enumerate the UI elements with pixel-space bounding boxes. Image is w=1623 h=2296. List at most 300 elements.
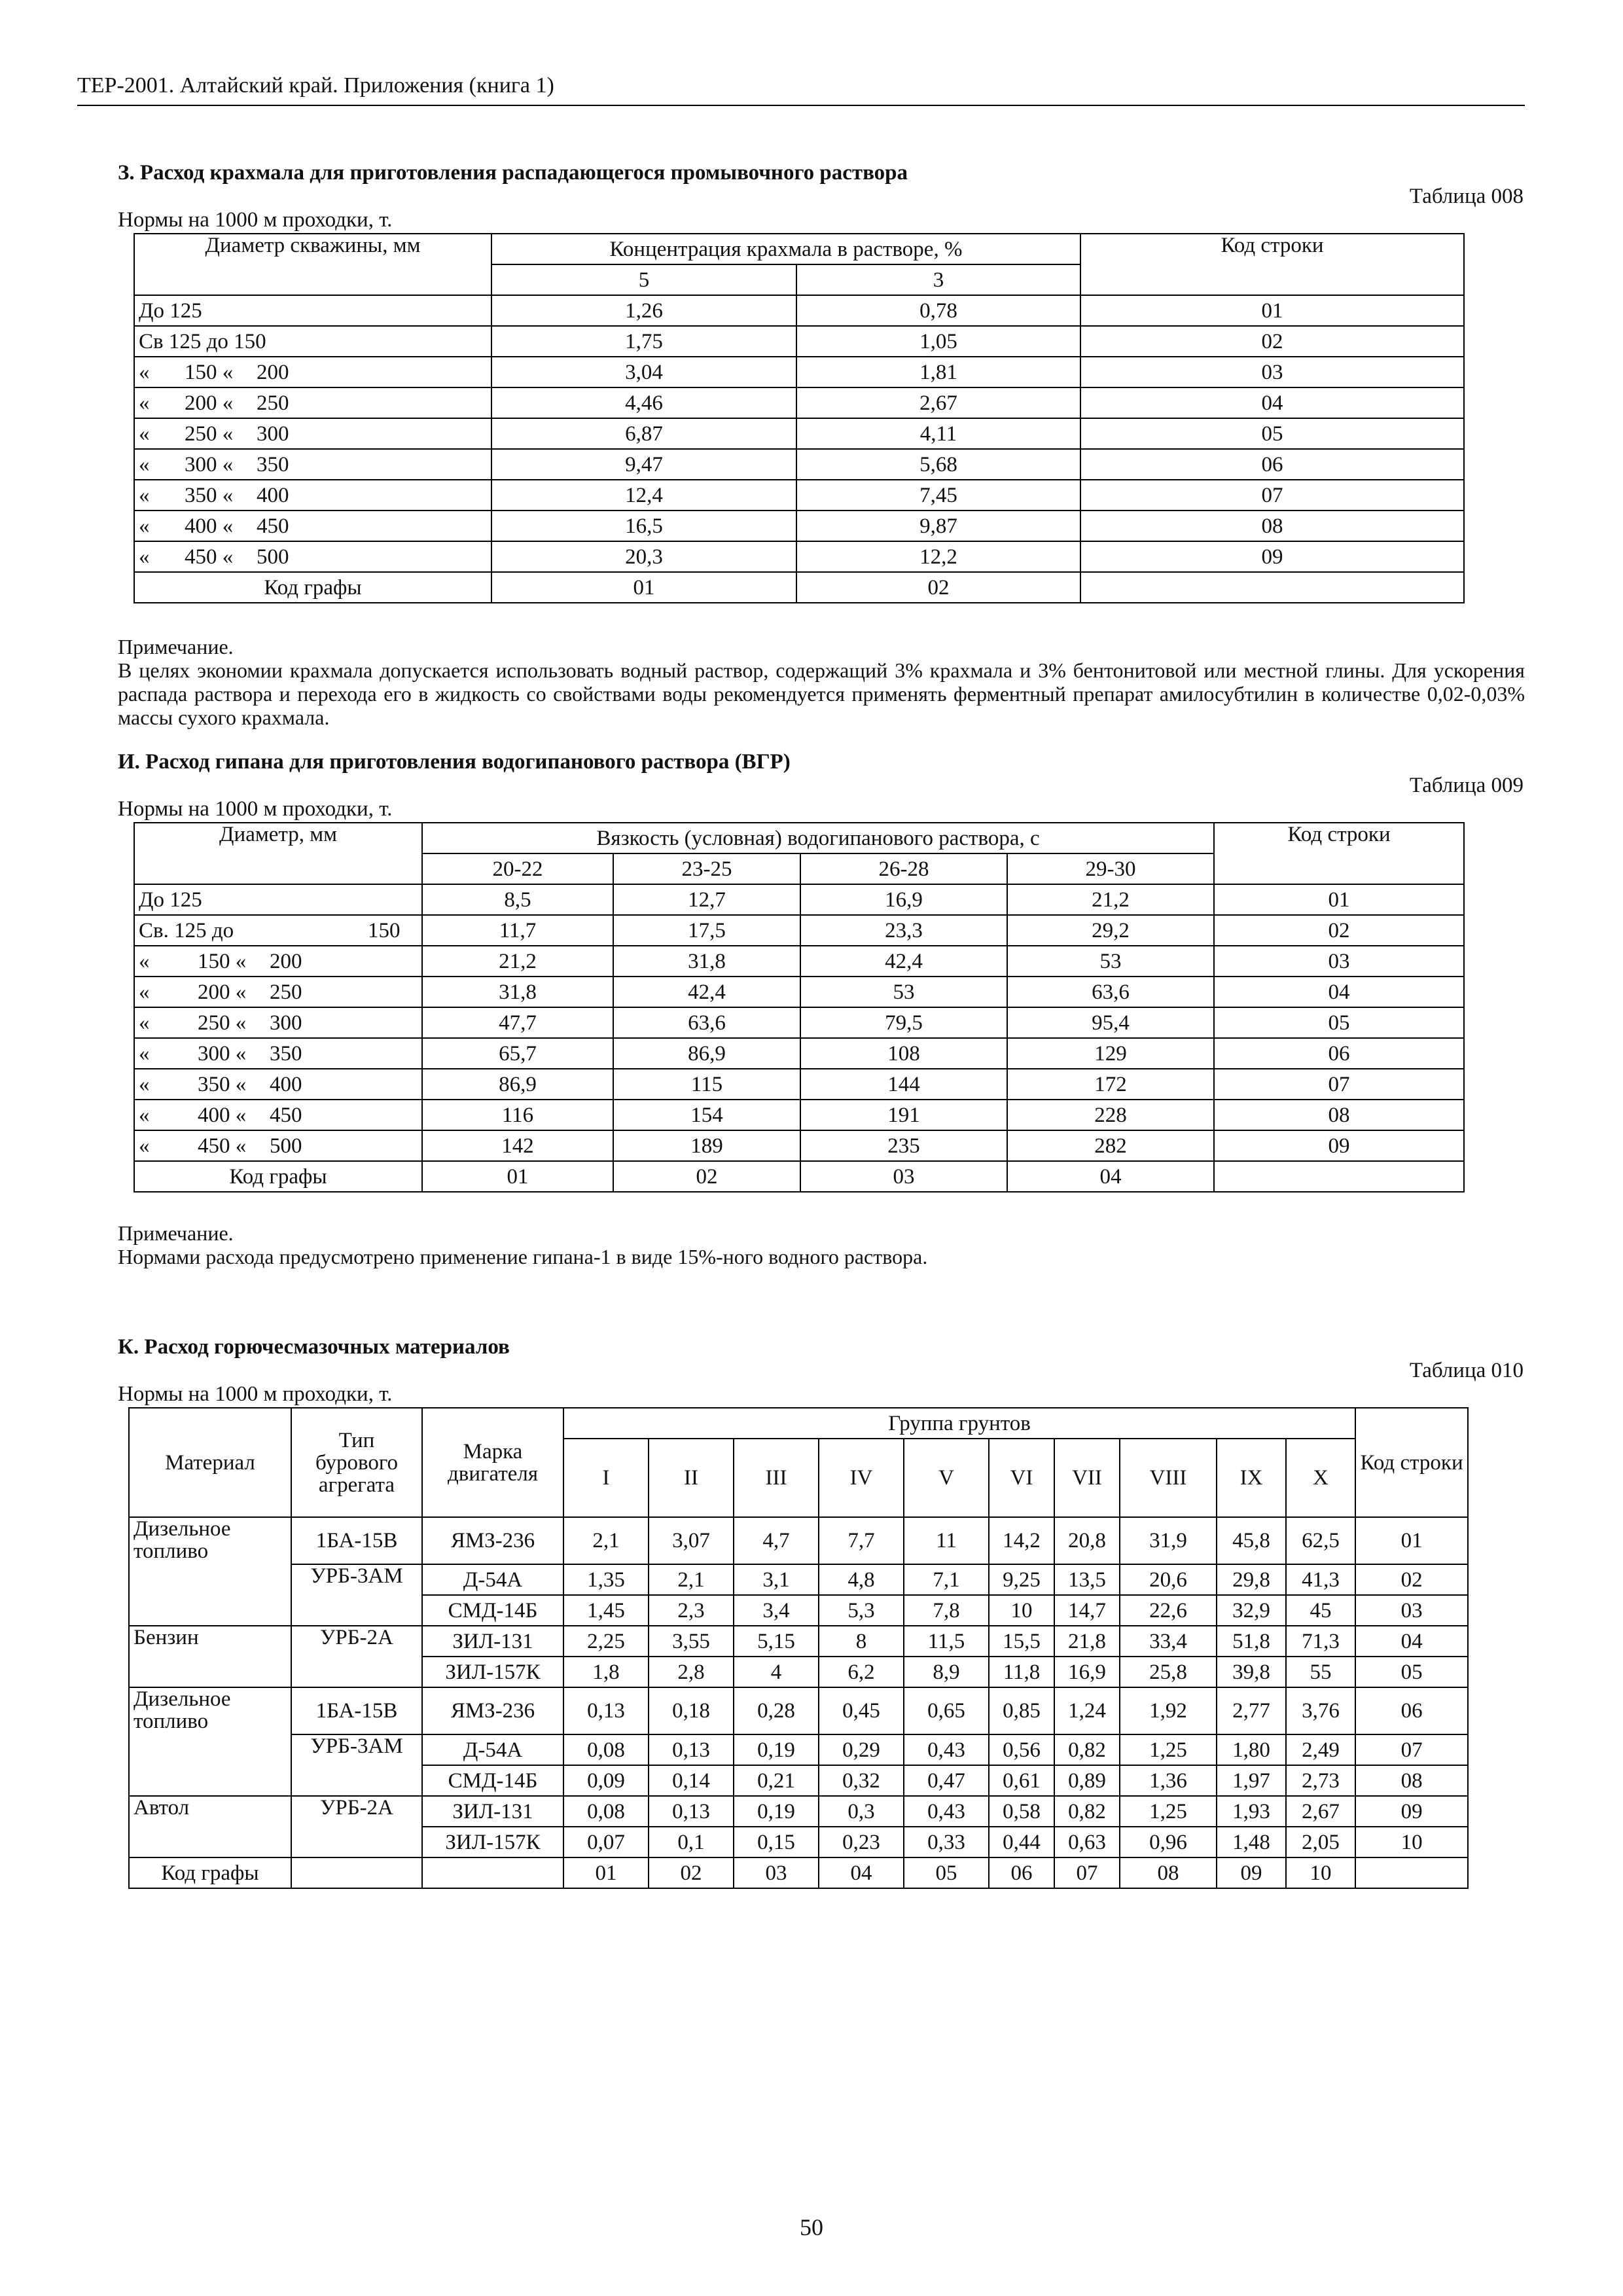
- value-cell: 20,8: [1054, 1517, 1120, 1564]
- table-row: [134, 884, 1464, 915]
- value-cell: 65,7: [422, 1038, 613, 1069]
- header-diameter: Диаметр скважины, мм: [134, 234, 491, 295]
- diameter-prefix: «: [139, 391, 150, 415]
- diameter-to: 400: [257, 483, 289, 507]
- value-cell: 3,1: [734, 1564, 819, 1595]
- value-cell: 23,3: [800, 915, 1007, 946]
- row-code-cell: 05: [1080, 418, 1464, 449]
- value-cell: 1,92: [1120, 1687, 1217, 1734]
- value-cell: 62,5: [1286, 1517, 1355, 1564]
- soil-group-header: VIII: [1120, 1439, 1217, 1517]
- column-code: 04: [819, 1857, 904, 1888]
- value-cell: 29,8: [1217, 1564, 1286, 1595]
- table-header-row: [134, 234, 1464, 264]
- header-row-code: Код строки: [1214, 823, 1464, 884]
- diameter-from: 150 «: [198, 949, 247, 973]
- row-code-cell: 03: [1355, 1595, 1468, 1626]
- value-cell: 0,58: [989, 1796, 1054, 1827]
- table-008-body: [134, 234, 1464, 603]
- unit-type-cell: УРБ-3АМ: [291, 1734, 422, 1796]
- value-cell: 12,7: [613, 884, 800, 915]
- note-009: [77, 1221, 1525, 1268]
- value-cell: 5,15: [734, 1626, 819, 1657]
- table-009-norms: Нормы на 1000 м проходки, т.: [118, 797, 393, 821]
- material-cell: Дизельное топливо: [129, 1517, 291, 1626]
- table-009-label: Таблица 009: [1409, 774, 1524, 797]
- value-cell: 51,8: [1217, 1626, 1286, 1657]
- value-cell: 0,44: [989, 1827, 1054, 1857]
- value-cell: 42,4: [613, 977, 800, 1007]
- table-row: [134, 541, 1464, 572]
- diameter-to: 300: [257, 422, 289, 446]
- value-cell: 3,4: [734, 1595, 819, 1626]
- value-cell: 20,6: [1120, 1564, 1217, 1595]
- diameter-cell: [134, 1007, 422, 1038]
- table-header-row: [129, 1408, 1468, 1439]
- table-row: [129, 1626, 1468, 1657]
- value-cell: 0,14: [649, 1765, 734, 1796]
- value-cell: 9,25: [989, 1564, 1054, 1595]
- value-cell: 154: [613, 1100, 800, 1130]
- value-cell: 1,48: [1217, 1827, 1286, 1857]
- value-cell: 0,33: [904, 1827, 989, 1857]
- value-cell: 108: [800, 1038, 1007, 1069]
- subheader-26-28: 26-28: [800, 853, 1007, 884]
- subheader-20-22: 20-22: [422, 853, 613, 884]
- diameter-from: 250 «: [185, 422, 234, 446]
- engine-cell: Д-54А: [422, 1734, 563, 1765]
- table-row: [134, 480, 1464, 511]
- value-cell: 45,8: [1217, 1517, 1286, 1564]
- engine-cell: ЯМЗ-236: [422, 1517, 563, 1564]
- table-row: [134, 1100, 1464, 1130]
- row-code-cell: 06: [1214, 1038, 1464, 1069]
- value-cell: 1,45: [563, 1595, 649, 1626]
- material-cell: Бензин: [129, 1626, 291, 1687]
- value-cell: 2,3: [649, 1595, 734, 1626]
- diameter-from: 200 «: [185, 391, 234, 415]
- diameter-from: 350 «: [185, 483, 234, 507]
- table-009-body: [134, 823, 1464, 1192]
- value-cell: 129: [1007, 1038, 1214, 1069]
- table-row: [134, 357, 1464, 387]
- diameter-cell: [134, 977, 422, 1007]
- table-008: [134, 233, 1465, 603]
- diameter-to: 150: [368, 918, 401, 942]
- diameter-cell: [134, 295, 491, 326]
- value-cell: 17,5: [613, 915, 800, 946]
- row-code-cell: 03: [1214, 946, 1464, 977]
- diameter-to: 500: [257, 545, 289, 569]
- row-code-cell: 09: [1355, 1796, 1468, 1827]
- value-cell: 142: [422, 1130, 613, 1161]
- value-cell: 53: [1007, 946, 1214, 977]
- value-cell: 42,4: [800, 946, 1007, 977]
- value-cell: 2,25: [563, 1626, 649, 1657]
- column-code-label: Код графы: [129, 1857, 291, 1888]
- diameter-cell: [134, 418, 491, 449]
- note-text: Нормами расхода предусмотрено применение гипана-1 в виде 15%-ного водного раствора.: [118, 1245, 928, 1268]
- value-cell: 115: [613, 1069, 800, 1100]
- value-cell: 7,8: [904, 1595, 989, 1626]
- column-code: 03: [734, 1857, 819, 1888]
- value-cell: 0,21: [734, 1765, 819, 1796]
- row-code-cell: 07: [1214, 1069, 1464, 1100]
- unit-type-cell: УРБ-2А: [291, 1626, 422, 1687]
- diameter-prefix: «: [139, 483, 150, 507]
- value-cell: 55: [1286, 1657, 1355, 1687]
- note-title: Примечание.: [118, 635, 234, 658]
- diameter-prefix: До 125: [139, 298, 202, 323]
- row-code-cell: 02: [1214, 915, 1464, 946]
- value-cell: 39,8: [1217, 1657, 1286, 1687]
- diameter-cell: [134, 511, 491, 541]
- value-cell: 53: [800, 977, 1007, 1007]
- value-cell: 47,7: [422, 1007, 613, 1038]
- column-code: 05: [904, 1857, 989, 1888]
- value-cell: 0,13: [563, 1687, 649, 1734]
- row-code-cell: 08: [1080, 511, 1464, 541]
- value-cell: 0,56: [989, 1734, 1054, 1765]
- row-code-cell: 09: [1214, 1130, 1464, 1161]
- value-cell: 0,28: [734, 1687, 819, 1734]
- diameter-cell: [134, 357, 491, 387]
- value-cell: 11,8: [989, 1657, 1054, 1687]
- diameter-from: 150 «: [185, 360, 234, 384]
- empty-cell: [1355, 1857, 1468, 1888]
- value-cell: 191: [800, 1100, 1007, 1130]
- header-unit-type: Тип бурового агрегата: [291, 1408, 422, 1517]
- row-code-cell: 02: [1080, 326, 1464, 357]
- material-cell: Дизельное топливо: [129, 1687, 291, 1796]
- diameter-prefix: Св 125 до 150: [139, 329, 266, 353]
- value-cell: 0,47: [904, 1765, 989, 1796]
- empty-cell: [1080, 572, 1464, 603]
- diameter-cell: [134, 541, 491, 572]
- value-cell: 0,96: [1120, 1827, 1217, 1857]
- diameter-prefix: «: [139, 1103, 150, 1127]
- value-cell: 7,7: [819, 1517, 904, 1564]
- value-cell: 0,61: [989, 1765, 1054, 1796]
- value-cell: 32,9: [1217, 1595, 1286, 1626]
- value-cell: 33,4: [1120, 1626, 1217, 1657]
- value-cell: 1,25: [1120, 1734, 1217, 1765]
- unit-type-cell: УРБ-3АМ: [291, 1564, 422, 1626]
- diameter-prefix: «: [139, 980, 150, 1004]
- header-material: Материал: [129, 1408, 291, 1517]
- table-row: [129, 1517, 1468, 1564]
- value-cell: 0,3: [819, 1796, 904, 1827]
- value-cell: 15,5: [989, 1626, 1054, 1657]
- diameter-from: 450 «: [198, 1134, 247, 1158]
- value-cell: 0,43: [904, 1796, 989, 1827]
- subheader-23-25: 23-25: [613, 853, 800, 884]
- diameter-cell: [134, 449, 491, 480]
- value-cell: 41,3: [1286, 1564, 1355, 1595]
- table-008-norms: Нормы на 1000 м проходки, т.: [118, 208, 393, 232]
- engine-cell: ЗИЛ-131: [422, 1796, 563, 1827]
- diameter-prefix: «: [139, 1011, 150, 1035]
- diameter-from: 450 «: [185, 545, 234, 569]
- diameter-cell: [134, 326, 491, 357]
- table-row: [129, 1564, 1468, 1595]
- table-010-body: [129, 1408, 1468, 1888]
- value-cell: 21,2: [1007, 884, 1214, 915]
- value-cell: 2,1: [649, 1564, 734, 1595]
- empty-cell: [422, 1857, 563, 1888]
- value-cell: 13,5: [1054, 1564, 1120, 1595]
- row-code-cell: 01: [1355, 1517, 1468, 1564]
- value-cell: 116: [422, 1100, 613, 1130]
- value-cell: 31,8: [422, 977, 613, 1007]
- value-cell: 0,1: [649, 1827, 734, 1857]
- row-code-cell: 10: [1355, 1827, 1468, 1857]
- diameter-prefix: «: [139, 1041, 150, 1066]
- diameter-cell: [134, 1069, 422, 1100]
- value-cell: 71,3: [1286, 1626, 1355, 1657]
- column-code: 09: [1217, 1857, 1286, 1888]
- row-code-cell: 04: [1355, 1626, 1468, 1657]
- diameter-from: 300 «: [198, 1041, 247, 1066]
- diameter-cell: [134, 480, 491, 511]
- value-cell: 12,4: [491, 480, 796, 511]
- diameter-to: 500: [270, 1134, 302, 1158]
- page-number: 50: [800, 2214, 823, 2240]
- column-code: 02: [796, 572, 1080, 603]
- diameter-prefix: «: [139, 1134, 150, 1158]
- value-cell: 1,25: [1120, 1796, 1217, 1827]
- value-cell: 3,07: [649, 1517, 734, 1564]
- diameter-to: 300: [270, 1011, 302, 1035]
- value-cell: 144: [800, 1069, 1007, 1100]
- table-row: [134, 449, 1464, 480]
- value-cell: 0,89: [1054, 1765, 1120, 1796]
- value-cell: 4,46: [491, 387, 796, 418]
- value-cell: 9,87: [796, 511, 1080, 541]
- diameter-to: 350: [270, 1041, 302, 1066]
- diameter-from: 400 «: [185, 514, 234, 538]
- value-cell: 11,7: [422, 915, 613, 946]
- footer-row: [134, 572, 1464, 603]
- value-cell: 235: [800, 1130, 1007, 1161]
- diameter-prefix: «: [139, 514, 150, 538]
- value-cell: 0,15: [734, 1827, 819, 1857]
- value-cell: 45: [1286, 1595, 1355, 1626]
- header-engine: Марка двигателя: [422, 1408, 563, 1517]
- value-cell: 0,19: [734, 1734, 819, 1765]
- value-cell: 282: [1007, 1130, 1214, 1161]
- row-code-cell: 09: [1080, 541, 1464, 572]
- value-cell: 63,6: [1007, 977, 1214, 1007]
- soil-group-header: VII: [1054, 1439, 1120, 1517]
- value-cell: 1,05: [796, 326, 1080, 357]
- column-code: 06: [989, 1857, 1054, 1888]
- table-row: [129, 1734, 1468, 1765]
- diameter-to: 250: [257, 391, 289, 415]
- unit-type-cell: УРБ-2А: [291, 1796, 422, 1857]
- value-cell: 14,7: [1054, 1595, 1120, 1626]
- table-row: [129, 1796, 1468, 1827]
- diameter-prefix: «: [139, 545, 150, 569]
- column-code: 01: [422, 1161, 613, 1192]
- diameter-prefix: «: [139, 422, 150, 446]
- value-cell: 31,8: [613, 946, 800, 977]
- running-header: ТЕР-2001. Алтайский край. Приложения (книга 1): [77, 73, 554, 98]
- value-cell: 0,82: [1054, 1796, 1120, 1827]
- unit-type-cell: 1БА-15В: [291, 1687, 422, 1734]
- value-cell: 0,08: [563, 1796, 649, 1827]
- value-cell: 7,45: [796, 480, 1080, 511]
- diameter-to: 350: [257, 452, 289, 476]
- value-cell: 31,9: [1120, 1517, 1217, 1564]
- value-cell: 2,73: [1286, 1765, 1355, 1796]
- soil-group-header: IV: [819, 1439, 904, 1517]
- diameter-from: 200 «: [198, 980, 247, 1004]
- value-cell: 1,80: [1217, 1734, 1286, 1765]
- section-k-title: К. Расход горючесмазочных материалов: [118, 1335, 510, 1359]
- table-row: [134, 326, 1464, 357]
- value-cell: 5,3: [819, 1595, 904, 1626]
- table-008-label: Таблица 008: [1409, 185, 1524, 208]
- value-cell: 1,93: [1217, 1796, 1286, 1827]
- value-cell: 10: [989, 1595, 1054, 1626]
- column-code: 01: [491, 572, 796, 603]
- value-cell: 1,97: [1217, 1765, 1286, 1796]
- engine-cell: ЗИЛ-157К: [422, 1657, 563, 1687]
- value-cell: 86,9: [422, 1069, 613, 1100]
- value-cell: 12,2: [796, 541, 1080, 572]
- header-viscosity: Вязкость (условная) водогипанового раствора, с: [422, 823, 1214, 853]
- table-010-label: Таблица 010: [1409, 1359, 1524, 1382]
- column-code: 10: [1286, 1857, 1355, 1888]
- value-cell: 0,78: [796, 295, 1080, 326]
- table-row: [129, 1687, 1468, 1734]
- value-cell: 2,1: [563, 1517, 649, 1564]
- value-cell: 0,82: [1054, 1734, 1120, 1765]
- value-cell: 14,2: [989, 1517, 1054, 1564]
- diameter-cell: [134, 387, 491, 418]
- value-cell: 1,75: [491, 326, 796, 357]
- value-cell: 0,65: [904, 1687, 989, 1734]
- value-cell: 0,85: [989, 1687, 1054, 1734]
- value-cell: 4: [734, 1657, 819, 1687]
- value-cell: 22,6: [1120, 1595, 1217, 1626]
- value-cell: 20,3: [491, 541, 796, 572]
- table-header-row: [134, 823, 1464, 853]
- column-code: 04: [1007, 1161, 1214, 1192]
- unit-type-cell: 1БА-15В: [291, 1517, 422, 1564]
- subheader-29-30: 29-30: [1007, 853, 1214, 884]
- row-code-cell: 02: [1355, 1564, 1468, 1595]
- row-code-cell: 07: [1080, 480, 1464, 511]
- row-code-cell: 05: [1214, 1007, 1464, 1038]
- column-code: 08: [1120, 1857, 1217, 1888]
- value-cell: 1,35: [563, 1564, 649, 1595]
- diameter-to: 400: [270, 1072, 302, 1096]
- value-cell: 16,9: [1054, 1657, 1120, 1687]
- value-cell: 86,9: [613, 1038, 800, 1069]
- column-code: 01: [563, 1857, 649, 1888]
- value-cell: 1,81: [796, 357, 1080, 387]
- column-code: 07: [1054, 1857, 1120, 1888]
- value-cell: 0,45: [819, 1687, 904, 1734]
- diameter-cell: [134, 1038, 422, 1069]
- value-cell: 4,8: [819, 1564, 904, 1595]
- diameter-cell: [134, 884, 422, 915]
- row-code-cell: 06: [1355, 1687, 1468, 1734]
- value-cell: 11: [904, 1517, 989, 1564]
- value-cell: 25,8: [1120, 1657, 1217, 1687]
- value-cell: 79,5: [800, 1007, 1007, 1038]
- value-cell: 0,08: [563, 1734, 649, 1765]
- note-text: В целях экономии крахмала допускается использовать водный раствор, содержащий 3% крахмала и 3% бентонитовой или местной глины. Для ускорения распада раствора и перехода его в жидкость со свойствами воды рекомендуется применять ферментный препарат амилосубтилин в количестве 0,02-0,03% массы сухого крахмала.: [118, 658, 1525, 729]
- note-title: Примечание.: [118, 1221, 234, 1245]
- header-concentration: Концентрация крахмала в растворе, %: [491, 234, 1080, 264]
- value-cell: 2,67: [1286, 1796, 1355, 1827]
- table-row: [134, 418, 1464, 449]
- table-row: [134, 1069, 1464, 1100]
- value-cell: 172: [1007, 1069, 1214, 1100]
- engine-cell: СМД-14Б: [422, 1595, 563, 1626]
- soil-group-header: V: [904, 1439, 989, 1517]
- value-cell: 0,32: [819, 1765, 904, 1796]
- note-008: [77, 635, 1525, 729]
- empty-cell: [291, 1857, 422, 1888]
- value-cell: 0,63: [1054, 1827, 1120, 1857]
- row-code-cell: 06: [1080, 449, 1464, 480]
- value-cell: 29,2: [1007, 915, 1214, 946]
- value-cell: 6,2: [819, 1657, 904, 1687]
- value-cell: 9,47: [491, 449, 796, 480]
- table-row: [134, 1007, 1464, 1038]
- footer-row: [129, 1857, 1468, 1888]
- value-cell: 21,2: [422, 946, 613, 977]
- value-cell: 0,18: [649, 1687, 734, 1734]
- diameter-prefix: Св. 125 до: [139, 918, 234, 942]
- table-row: [134, 295, 1464, 326]
- value-cell: 0,09: [563, 1765, 649, 1796]
- value-cell: 7,1: [904, 1564, 989, 1595]
- diameter-prefix: «: [139, 949, 150, 973]
- diameter-to: 250: [270, 980, 302, 1004]
- row-code-cell: 08: [1355, 1765, 1468, 1796]
- value-cell: 0,23: [819, 1827, 904, 1857]
- value-cell: 1,26: [491, 295, 796, 326]
- diameter-cell: [134, 1130, 422, 1161]
- value-cell: 189: [613, 1130, 800, 1161]
- value-cell: 16,5: [491, 511, 796, 541]
- value-cell: 16,9: [800, 884, 1007, 915]
- value-cell: 5,68: [796, 449, 1080, 480]
- table-row: [134, 946, 1464, 977]
- diameter-to: 450: [270, 1103, 302, 1127]
- value-cell: 0,43: [904, 1734, 989, 1765]
- diameter-to: 200: [270, 949, 302, 973]
- soil-group-header: IX: [1217, 1439, 1286, 1517]
- header-rule: [77, 105, 1525, 106]
- subheader-3: 3: [796, 264, 1080, 295]
- diameter-cell: [134, 1100, 422, 1130]
- material-cell: Автол: [129, 1796, 291, 1857]
- value-cell: 1,24: [1054, 1687, 1120, 1734]
- value-cell: 21,8: [1054, 1626, 1120, 1657]
- value-cell: 63,6: [613, 1007, 800, 1038]
- section-i-title: И. Расход гипана для приготовления водогипанового раствора (ВГР): [118, 750, 791, 774]
- diameter-to: 200: [257, 360, 289, 384]
- value-cell: 3,04: [491, 357, 796, 387]
- column-code: 03: [800, 1161, 1007, 1192]
- value-cell: 1,36: [1120, 1765, 1217, 1796]
